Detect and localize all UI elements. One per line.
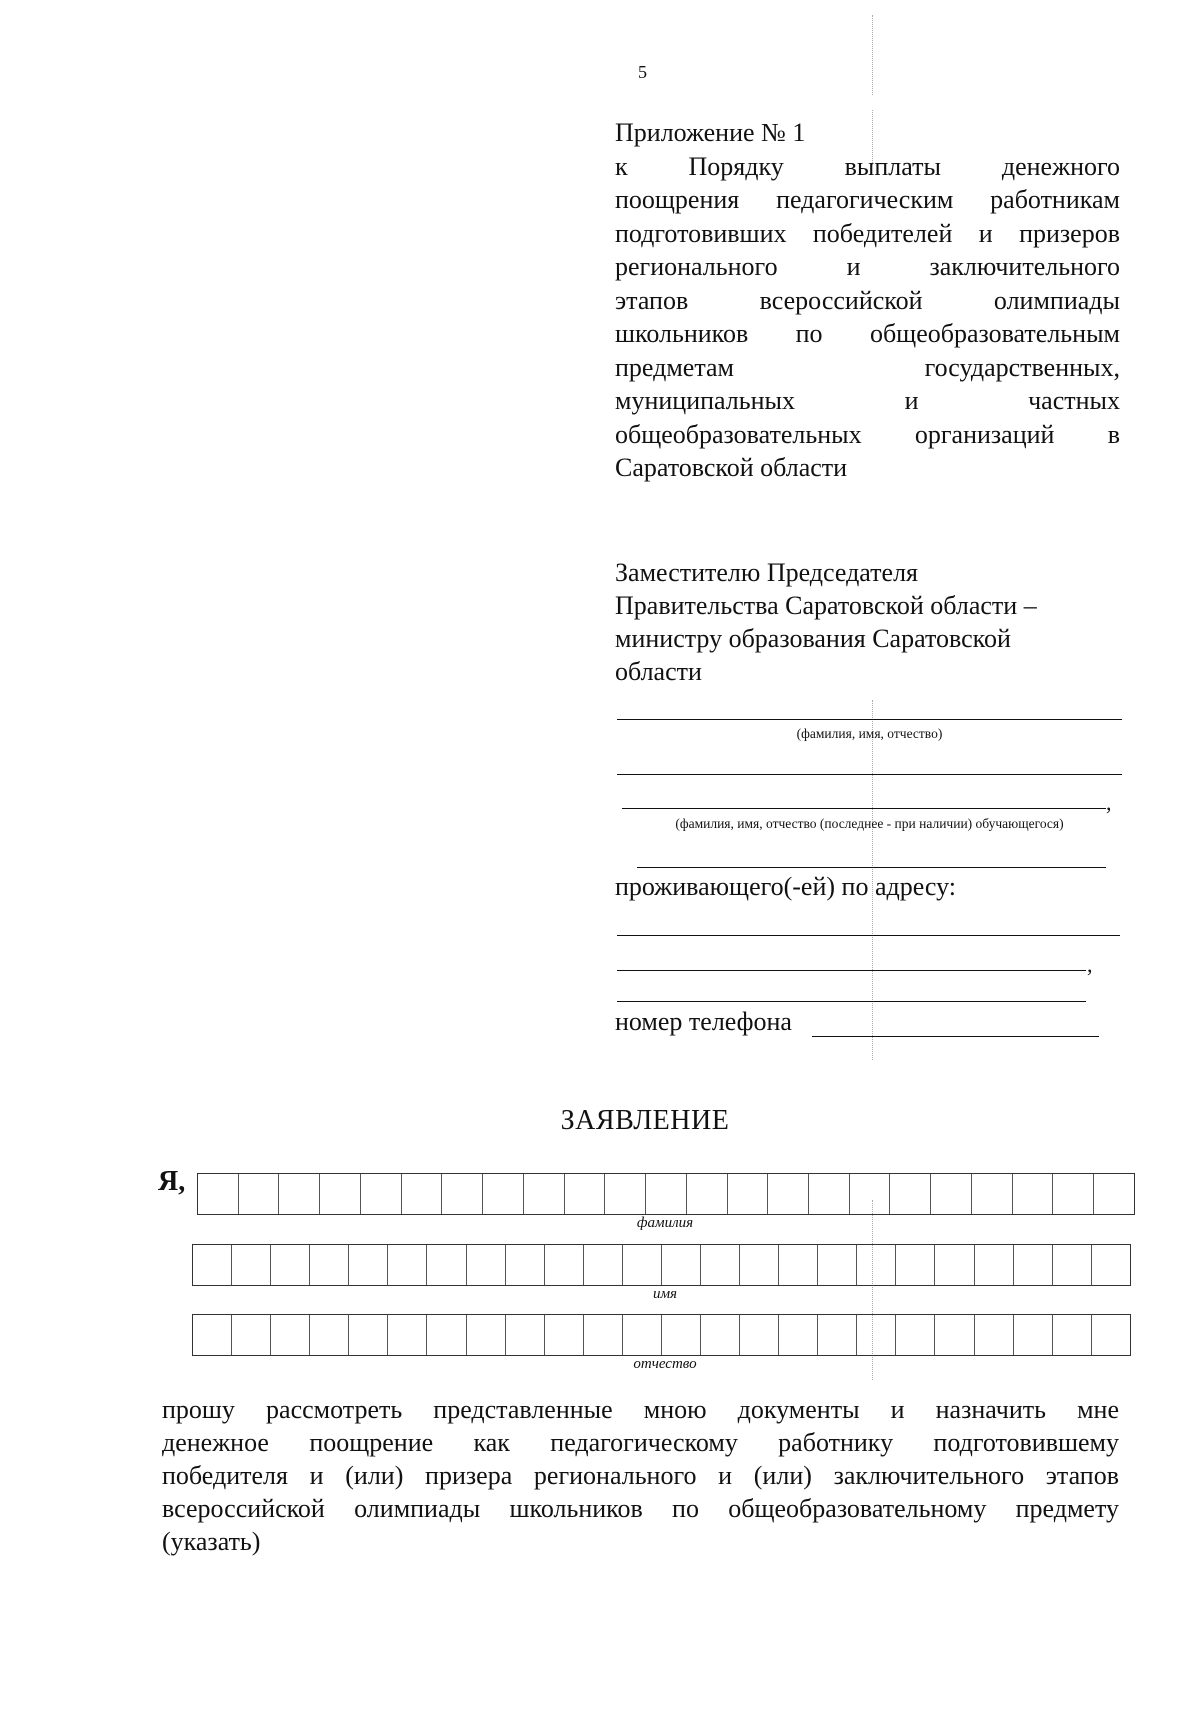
letter-cell[interactable] — [809, 1174, 850, 1214]
letter-cell[interactable] — [467, 1245, 506, 1285]
address-line-3[interactable] — [617, 1001, 1086, 1002]
letter-cell[interactable] — [467, 1315, 506, 1355]
appendix-line: общеобразовательных организаций в — [615, 419, 1120, 449]
appendix-line: школьников по общеобразовательным — [615, 319, 1120, 348]
letter-cell[interactable] — [935, 1315, 974, 1355]
appendix-line: поощрения педагогическим работникам — [615, 185, 1120, 214]
student-line-2[interactable] — [622, 808, 1106, 809]
letter-cell[interactable] — [442, 1174, 483, 1214]
letter-cell[interactable] — [972, 1174, 1013, 1214]
appendix-line: муниципальных и частных — [615, 386, 1120, 415]
letter-cell[interactable] — [605, 1174, 646, 1214]
letter-cell[interactable] — [271, 1245, 310, 1285]
letter-cell[interactable] — [1092, 1245, 1130, 1285]
letter-cell[interactable] — [388, 1315, 427, 1355]
appendix-line: подготовивших победителей и призеров — [615, 218, 1120, 248]
letter-cell[interactable] — [1053, 1174, 1094, 1214]
student-line-3[interactable] — [637, 867, 1106, 868]
letter-cell[interactable] — [524, 1174, 565, 1214]
letter-cell[interactable] — [701, 1315, 740, 1355]
phone-label: номер телефона — [615, 1007, 792, 1036]
appendix-line: этапов всероссийской олимпиады — [615, 285, 1120, 315]
addressee-line: области — [615, 657, 702, 686]
letter-cell[interactable] — [896, 1315, 935, 1355]
statement-body — [162, 1393, 1119, 1558]
letter-cell[interactable] — [349, 1245, 388, 1285]
letter-cell[interactable] — [1053, 1245, 1092, 1285]
letter-cell[interactable] — [402, 1174, 443, 1214]
scan-artifact-line — [872, 15, 873, 95]
applicant-fio-caption: (фамилия, имя, отчество) — [796, 726, 943, 741]
letter-cell[interactable] — [623, 1245, 662, 1285]
letter-cell[interactable] — [1053, 1315, 1092, 1355]
letter-cell[interactable] — [890, 1174, 931, 1214]
letter-cell[interactable] — [857, 1315, 896, 1355]
letter-cell[interactable] — [818, 1245, 857, 1285]
addressee-block — [615, 556, 1135, 688]
letter-cell[interactable] — [740, 1245, 779, 1285]
student-line-1[interactable] — [617, 774, 1122, 775]
letter-cell[interactable] — [931, 1174, 972, 1214]
letter-cell[interactable] — [349, 1315, 388, 1355]
statement-heading: ЗАЯВЛЕНИЕ — [560, 1105, 730, 1136]
address-line-comma: , — [1087, 952, 1093, 977]
letter-cell[interactable] — [271, 1315, 310, 1355]
statement-body-line: всероссийской олимпиады школьников по общеобразовательному предмету — [162, 1494, 1119, 1523]
address-line-2[interactable] — [617, 970, 1086, 971]
applicant-fio-line[interactable] — [617, 719, 1122, 720]
letter-cell[interactable] — [506, 1245, 545, 1285]
appendix-line: регионального и заключительного — [615, 252, 1120, 281]
letter-cell[interactable] — [1092, 1315, 1130, 1355]
letter-cell[interactable] — [896, 1245, 935, 1285]
letter-cell[interactable] — [662, 1245, 701, 1285]
letter-cell[interactable] — [361, 1174, 402, 1214]
letter-cell[interactable] — [701, 1245, 740, 1285]
letter-cell[interactable] — [975, 1315, 1014, 1355]
address-line-1[interactable] — [617, 935, 1120, 936]
surname-cells[interactable] — [197, 1173, 1135, 1215]
letter-cell[interactable] — [1094, 1174, 1134, 1214]
letter-cell[interactable] — [728, 1174, 769, 1214]
letter-cell[interactable] — [935, 1245, 974, 1285]
letter-cell[interactable] — [193, 1315, 232, 1355]
letter-cell[interactable] — [646, 1174, 687, 1214]
letter-cell[interactable] — [427, 1245, 466, 1285]
letter-cell[interactable] — [239, 1174, 280, 1214]
statement-body-line: победителя и (или) призера регионального и (или) заключительного этапов — [162, 1461, 1119, 1490]
surname-label: фамилия — [636, 1215, 694, 1231]
letter-cell[interactable] — [623, 1315, 662, 1355]
letter-cell[interactable] — [850, 1174, 891, 1214]
letter-cell[interactable] — [232, 1315, 271, 1355]
phone-line[interactable] — [812, 1036, 1099, 1037]
letter-cell[interactable] — [388, 1245, 427, 1285]
letter-cell[interactable] — [198, 1174, 239, 1214]
letter-cell[interactable] — [975, 1245, 1014, 1285]
letter-cell[interactable] — [310, 1245, 349, 1285]
name-cells[interactable] — [192, 1244, 1131, 1286]
letter-cell[interactable] — [483, 1174, 524, 1214]
letter-cell[interactable] — [279, 1174, 320, 1214]
letter-cell[interactable] — [768, 1174, 809, 1214]
addressee-line: Правительства Саратовской области – — [615, 591, 1037, 620]
addressee-line: Заместителю Председателя — [615, 558, 919, 587]
appendix-title: Приложение № 1 — [615, 118, 806, 147]
letter-cell[interactable] — [662, 1315, 701, 1355]
letter-cell[interactable] — [818, 1315, 857, 1355]
statement-prefix: Я, — [158, 1166, 186, 1197]
letter-cell[interactable] — [506, 1315, 545, 1355]
letter-cell[interactable] — [584, 1245, 623, 1285]
letter-cell[interactable] — [565, 1174, 606, 1214]
name-label: имя — [652, 1286, 678, 1302]
letter-cell[interactable] — [857, 1245, 896, 1285]
letter-cell[interactable] — [310, 1315, 349, 1355]
letter-cell[interactable] — [427, 1315, 466, 1355]
letter-cell[interactable] — [320, 1174, 361, 1214]
student-line-comma: , — [1106, 790, 1112, 815]
letter-cell[interactable] — [779, 1315, 818, 1355]
letter-cell[interactable] — [232, 1245, 271, 1285]
statement-body-line: денежное поощрение как педагогическому работнику подготовившему — [162, 1428, 1119, 1457]
letter-cell[interactable] — [545, 1315, 584, 1355]
letter-cell[interactable] — [545, 1245, 584, 1285]
patronymic-label: отчество — [633, 1356, 697, 1372]
letter-cell[interactable] — [687, 1174, 728, 1214]
page-number: 5 — [638, 62, 647, 82]
appendix-line: Саратовской области — [615, 453, 848, 482]
letter-cell[interactable] — [584, 1315, 623, 1355]
appendix-line: предметам государственных, — [615, 352, 1120, 382]
addressee-line: министру образования Саратовской — [615, 624, 1011, 653]
appendix-block — [615, 116, 1120, 485]
letter-cell[interactable] — [1014, 1315, 1053, 1355]
statement-body-line: (указать) — [162, 1527, 261, 1556]
letter-cell[interactable] — [1014, 1245, 1053, 1285]
letter-cell[interactable] — [1013, 1174, 1054, 1214]
letter-cell[interactable] — [740, 1315, 779, 1355]
statement-body-line: прошу рассмотреть представленные мною документы и назначить мне — [162, 1395, 1119, 1424]
appendix-line: к Порядку выплаты денежного — [615, 151, 1120, 181]
patronymic-cells[interactable] — [192, 1314, 1131, 1356]
residing-label: проживающего(-ей) по адресу: — [615, 872, 956, 901]
letter-cell[interactable] — [779, 1245, 818, 1285]
student-fio-caption: (фамилия, имя, отчество (последнее - при наличии) обучающегося) — [675, 816, 1064, 831]
letter-cell[interactable] — [193, 1245, 232, 1285]
